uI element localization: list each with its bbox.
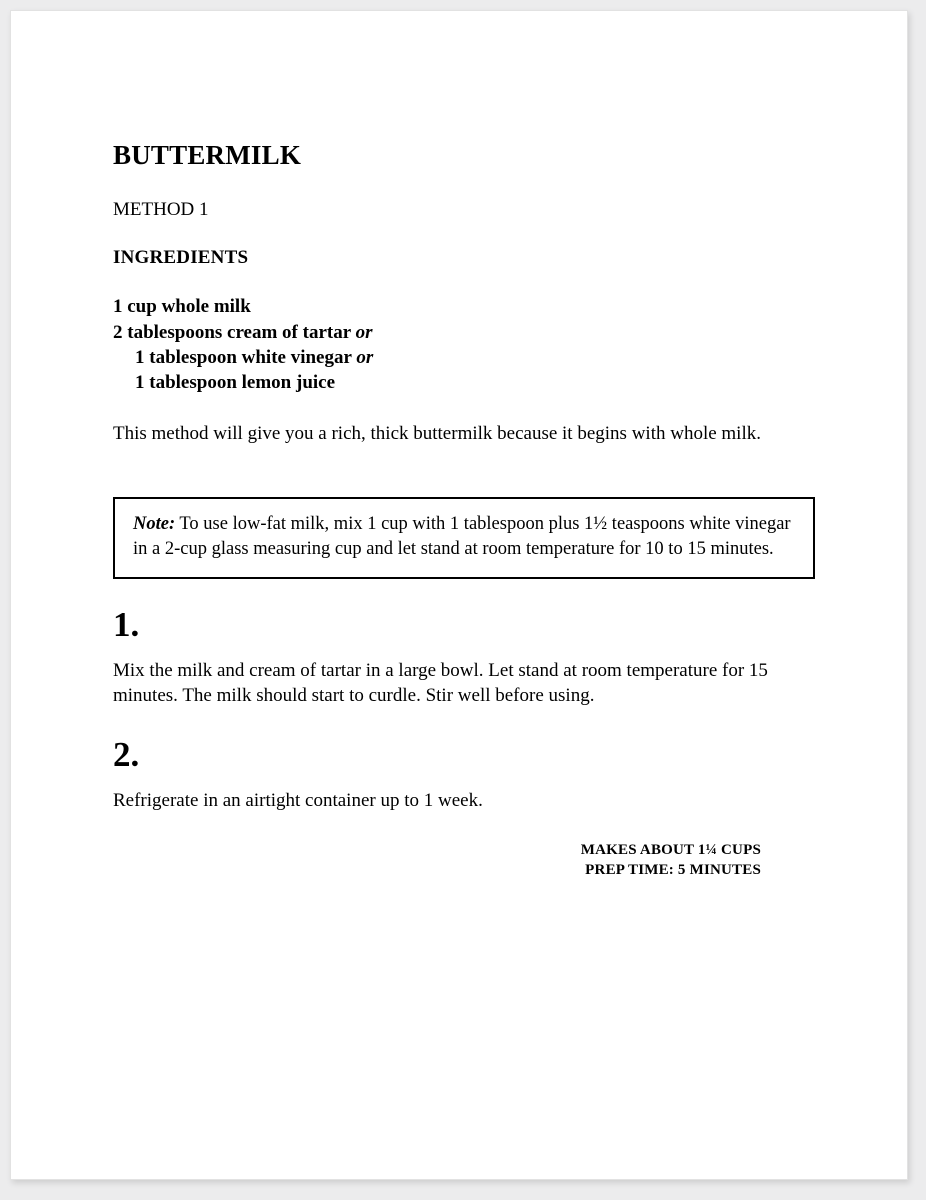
ingredient-conjunction: or — [355, 321, 373, 343]
step-number: 1. — [113, 604, 140, 644]
method-label: METHOD 1 — [113, 198, 209, 220]
list-item — [113, 294, 813, 319]
recipe-meta — [113, 841, 761, 880]
step-number: 2. — [113, 734, 140, 774]
yield-line: MAKES ABOUT 1¼ CUPS — [580, 842, 761, 859]
recipe-content — [113, 141, 813, 880]
step-text: Refrigerate in an airtight container up to 1 week. — [113, 789, 483, 811]
document-page — [10, 10, 908, 1180]
ingredient-text: 1 cup whole milk — [113, 296, 251, 318]
list-item — [113, 320, 813, 345]
step-text: Mix the milk and cream of tartar in a large bowl. Let stand at room temperature for 15 minutes. The milk should start to curdle. Stir well before using. — [113, 659, 768, 707]
list-item — [113, 370, 813, 395]
prep-time-line: PREP TIME: 5 MINUTES — [585, 861, 761, 878]
note-body: To use low-fat milk, mix 1 cup with 1 tablespoon plus 1½ teaspoons white vinegar in a 2-cup glass measuring cup and let stand at room temperature for 10 to 15 minutes. — [133, 513, 791, 560]
note-text — [133, 512, 797, 563]
list-item — [113, 345, 813, 370]
ingredients-heading: INGREDIENTS — [113, 246, 249, 268]
page-title: BUTTERMILK — [113, 140, 302, 170]
ingredient-conjunction: or — [356, 346, 374, 368]
recipe-step — [113, 604, 813, 709]
note-label: Note: — [133, 513, 176, 534]
ingredient-text: 1 tablespoon white vinegar — [135, 346, 357, 368]
ingredient-text: 2 tablespoons cream of tartar — [113, 321, 356, 343]
recipe-step — [113, 734, 813, 813]
ingredients-list — [113, 294, 813, 395]
intro-paragraph: This method will give you a rich, thick buttermilk because it begins with whole milk. — [113, 423, 761, 445]
note-box — [113, 497, 815, 579]
ingredient-text: 1 tablespoon lemon juice — [135, 372, 336, 394]
